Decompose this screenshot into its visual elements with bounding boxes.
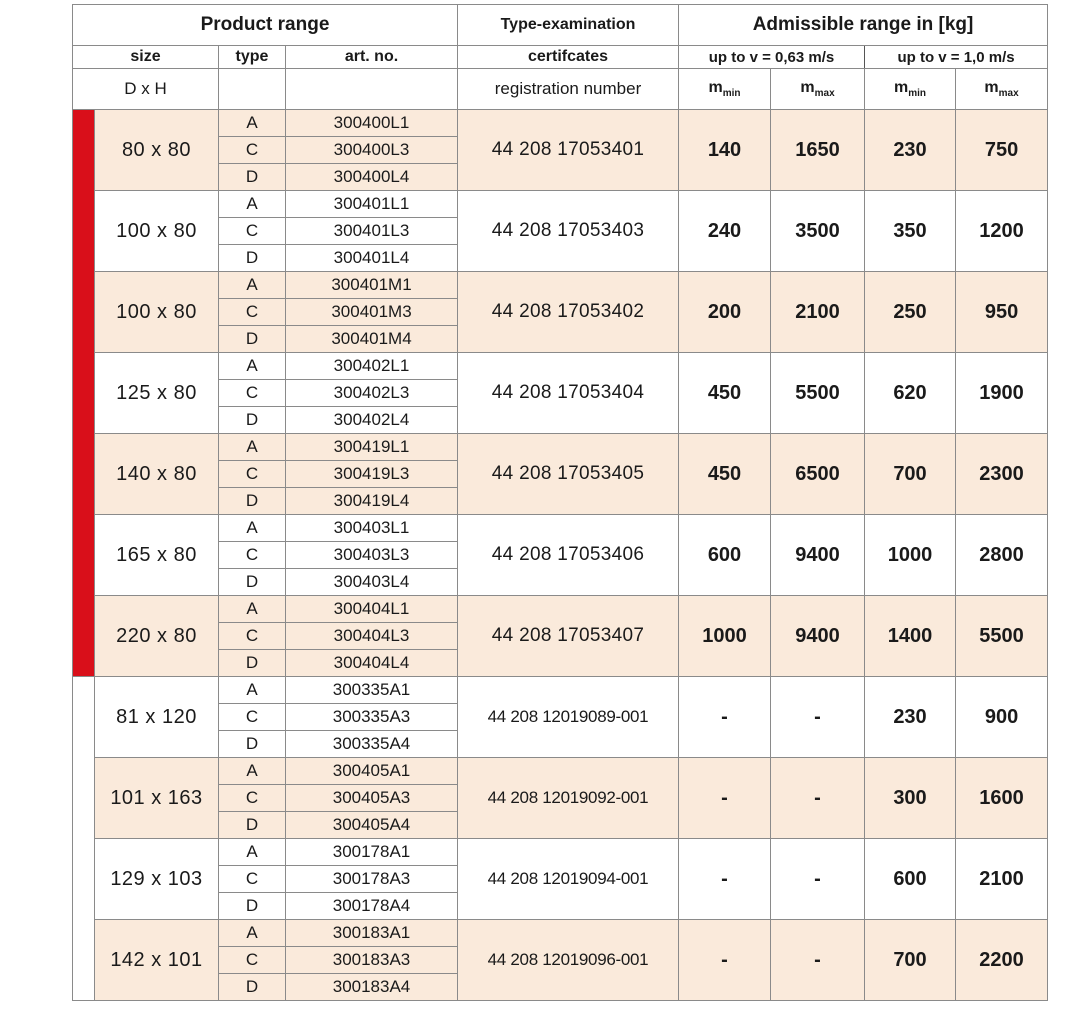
- art-no-cell: 300183A1: [286, 920, 458, 947]
- type-cell: C: [219, 785, 286, 812]
- size-heading: size: [73, 46, 219, 69]
- art-no-cell: 300401L1: [286, 191, 458, 218]
- art-no-cell: 300404L3: [286, 623, 458, 650]
- mass-value-cell: 1650: [771, 110, 865, 191]
- table-row: [73, 272, 1048, 299]
- type-cell: C: [219, 623, 286, 650]
- art-no-cell: 300335A3: [286, 704, 458, 731]
- type-cell: D: [219, 407, 286, 434]
- mass-value-cell: 950: [956, 272, 1048, 353]
- type-cell: C: [219, 299, 286, 326]
- size-cell: 220 x 80: [95, 596, 219, 677]
- mass-value-cell: 1000: [679, 596, 771, 677]
- size-cell: 100 x 80: [95, 191, 219, 272]
- type-cell: A: [219, 758, 286, 785]
- mass-value-cell: 1600: [956, 758, 1048, 839]
- type-cell: D: [219, 974, 286, 1001]
- mass-value-cell: 750: [956, 110, 1048, 191]
- table-row: [73, 191, 1048, 218]
- mass-value-cell: 600: [865, 839, 956, 920]
- type-cell: C: [219, 542, 286, 569]
- registration-number-cell: 44 208 17053404: [458, 353, 679, 434]
- art-no-cell: 300183A4: [286, 974, 458, 1001]
- product-range-heading: Product range: [73, 5, 458, 46]
- mass-value-cell: 250: [865, 272, 956, 353]
- table-row: [73, 677, 1048, 704]
- mass-value-cell: 230: [865, 110, 956, 191]
- type-cell: A: [219, 353, 286, 380]
- mass-value-cell: 2100: [956, 839, 1048, 920]
- mass-value-cell: 450: [679, 434, 771, 515]
- mass-value-cell: 2300: [956, 434, 1048, 515]
- mass-value-cell: 1000: [865, 515, 956, 596]
- table-row: [73, 434, 1048, 461]
- type-cell: D: [219, 650, 286, 677]
- art-no-cell: 300403L1: [286, 515, 458, 542]
- mass-value-cell: 300: [865, 758, 956, 839]
- registration-number-heading: registration number: [458, 69, 679, 110]
- art-no-cell: 300402L1: [286, 353, 458, 380]
- mmax-10-heading: $m_{max}$: [956, 69, 1048, 110]
- art-no-cell: 300404L1: [286, 596, 458, 623]
- art-no-cell: 300404L4: [286, 650, 458, 677]
- art-no-cell: 300335A4: [286, 731, 458, 758]
- type-cell: C: [219, 704, 286, 731]
- mass-value-cell: -: [679, 839, 771, 920]
- certificates-heading: certifcates: [458, 46, 679, 69]
- registration-number-cell: 44 208 12019089-001: [458, 677, 679, 758]
- mass-value-cell: -: [771, 839, 865, 920]
- table-body: [73, 110, 1048, 1001]
- product-range-table: [72, 4, 1048, 1001]
- type-cell: C: [219, 380, 286, 407]
- mass-value-cell: -: [771, 920, 865, 1001]
- art-no-cell: 300401M1: [286, 272, 458, 299]
- art-no-cell: 300178A3: [286, 866, 458, 893]
- type-cell: C: [219, 947, 286, 974]
- speed-063-heading: up to v = 0,63 m/s: [679, 46, 865, 69]
- mass-value-cell: 140: [679, 110, 771, 191]
- mass-value-cell: 5500: [771, 353, 865, 434]
- art-no-cell: 300402L4: [286, 407, 458, 434]
- table-row: [73, 920, 1048, 947]
- size-cell: 80 x 80: [95, 110, 219, 191]
- type-cell: C: [219, 866, 286, 893]
- type-cell: A: [219, 920, 286, 947]
- mass-value-cell: -: [771, 758, 865, 839]
- registration-number-cell: 44 208 17053403: [458, 191, 679, 272]
- table-row: [73, 110, 1048, 137]
- mass-value-cell: 450: [679, 353, 771, 434]
- registration-number-cell: 44 208 12019092-001: [458, 758, 679, 839]
- mass-value-cell: 1400: [865, 596, 956, 677]
- type-exam-heading: Type-examination: [458, 5, 679, 46]
- art-no-cell: 300178A4: [286, 893, 458, 920]
- type-cell: C: [219, 218, 286, 245]
- art-no-cell: 300400L3: [286, 137, 458, 164]
- table-row: [73, 839, 1048, 866]
- mass-value-cell: 9400: [771, 596, 865, 677]
- table-row: [73, 353, 1048, 380]
- type-cell: D: [219, 488, 286, 515]
- mass-value-cell: 2100: [771, 272, 865, 353]
- table-row: [73, 596, 1048, 623]
- mass-value-cell: 2200: [956, 920, 1048, 1001]
- type-cell: A: [219, 434, 286, 461]
- spec-sheet: [72, 4, 1047, 1001]
- mass-value-cell: 600: [679, 515, 771, 596]
- size-dims-heading: D x H: [73, 69, 219, 110]
- mass-value-cell: 2800: [956, 515, 1048, 596]
- size-cell: 101 x 163: [95, 758, 219, 839]
- type-cell: D: [219, 245, 286, 272]
- art-no-cell: 300405A4: [286, 812, 458, 839]
- mass-value-cell: -: [679, 758, 771, 839]
- mass-value-cell: 6500: [771, 434, 865, 515]
- art-no-cell: 300400L4: [286, 164, 458, 191]
- mass-value-cell: 350: [865, 191, 956, 272]
- type-cell: A: [219, 191, 286, 218]
- mass-value-cell: 5500: [956, 596, 1048, 677]
- registration-number-cell: 44 208 17053401: [458, 110, 679, 191]
- size-cell: 81 x 120: [95, 677, 219, 758]
- mass-value-cell: 200: [679, 272, 771, 353]
- type-cell: C: [219, 461, 286, 488]
- mass-value-cell: -: [679, 677, 771, 758]
- type-cell: D: [219, 812, 286, 839]
- registration-number-cell: 44 208 12019096-001: [458, 920, 679, 1001]
- type-cell: A: [219, 839, 286, 866]
- mass-value-cell: 620: [865, 353, 956, 434]
- size-cell: 129 x 103: [95, 839, 219, 920]
- table-row: [73, 758, 1048, 785]
- type-cell: A: [219, 677, 286, 704]
- art-no-cell: 300401L4: [286, 245, 458, 272]
- registration-number-cell: 44 208 17053407: [458, 596, 679, 677]
- mass-value-cell: 230: [865, 677, 956, 758]
- mass-value-cell: 900: [956, 677, 1048, 758]
- art-no-cell: 300403L3: [286, 542, 458, 569]
- size-cell: 100 x 80: [95, 272, 219, 353]
- type-cell: D: [219, 731, 286, 758]
- type-cell: A: [219, 596, 286, 623]
- mass-value-cell: 1200: [956, 191, 1048, 272]
- art-no-cell: 300419L3: [286, 461, 458, 488]
- type-cell: D: [219, 569, 286, 596]
- mass-value-cell: -: [679, 920, 771, 1001]
- type-cell: D: [219, 326, 286, 353]
- art-no-cell: 300405A1: [286, 758, 458, 785]
- size-cell: 142 x 101: [95, 920, 219, 1001]
- art-no-cell: 300402L3: [286, 380, 458, 407]
- registration-number-cell: 44 208 17053406: [458, 515, 679, 596]
- table-header: [73, 5, 1048, 110]
- art-no-cell: 300401M4: [286, 326, 458, 353]
- mass-value-cell: 1900: [956, 353, 1048, 434]
- type-cell: D: [219, 893, 286, 920]
- registration-number-cell: 44 208 17053402: [458, 272, 679, 353]
- type-cell: A: [219, 272, 286, 299]
- art-no-cell: 300419L1: [286, 434, 458, 461]
- series-s-label: Series S: [73, 110, 95, 677]
- speed-10-heading: up to v = 1,0 m/s: [865, 46, 1048, 69]
- registration-number-cell: 44 208 12019094-001: [458, 839, 679, 920]
- size-cell: 125 x 80: [95, 353, 219, 434]
- art-no-cell: 300401L3: [286, 218, 458, 245]
- art-no-cell: 300405A3: [286, 785, 458, 812]
- art-no-cell: 300335A1: [286, 677, 458, 704]
- mmax-063-heading: $m_{max}$: [771, 69, 865, 110]
- mass-value-cell: 240: [679, 191, 771, 272]
- type-cell: A: [219, 515, 286, 542]
- mass-value-cell: 700: [865, 434, 956, 515]
- admissible-range-heading: Admissible range in [kg]: [679, 5, 1048, 46]
- art-no-cell: 300419L4: [286, 488, 458, 515]
- art-no-heading: art. no.: [286, 46, 458, 69]
- mmin-063-heading: $m_{min}$: [679, 69, 771, 110]
- mass-value-cell: 700: [865, 920, 956, 1001]
- type-cell: A: [219, 110, 286, 137]
- size-cell: 165 x 80: [95, 515, 219, 596]
- art-no-cell: 300400L1: [286, 110, 458, 137]
- size-cell: 140 x 80: [95, 434, 219, 515]
- type-cell: C: [219, 137, 286, 164]
- mass-value-cell: -: [771, 677, 865, 758]
- mass-value-cell: 9400: [771, 515, 865, 596]
- mmin-10-heading: $m_{min}$: [865, 69, 956, 110]
- table-row: [73, 515, 1048, 542]
- art-no-cell: 300401M3: [286, 299, 458, 326]
- registration-number-cell: 44 208 17053405: [458, 434, 679, 515]
- type-heading: type: [219, 46, 286, 69]
- mass-value-cell: 3500: [771, 191, 865, 272]
- art-no-cell: 300403L4: [286, 569, 458, 596]
- type-cell: D: [219, 164, 286, 191]
- art-no-cell: 300183A3: [286, 947, 458, 974]
- art-no-cell: 300178A1: [286, 839, 458, 866]
